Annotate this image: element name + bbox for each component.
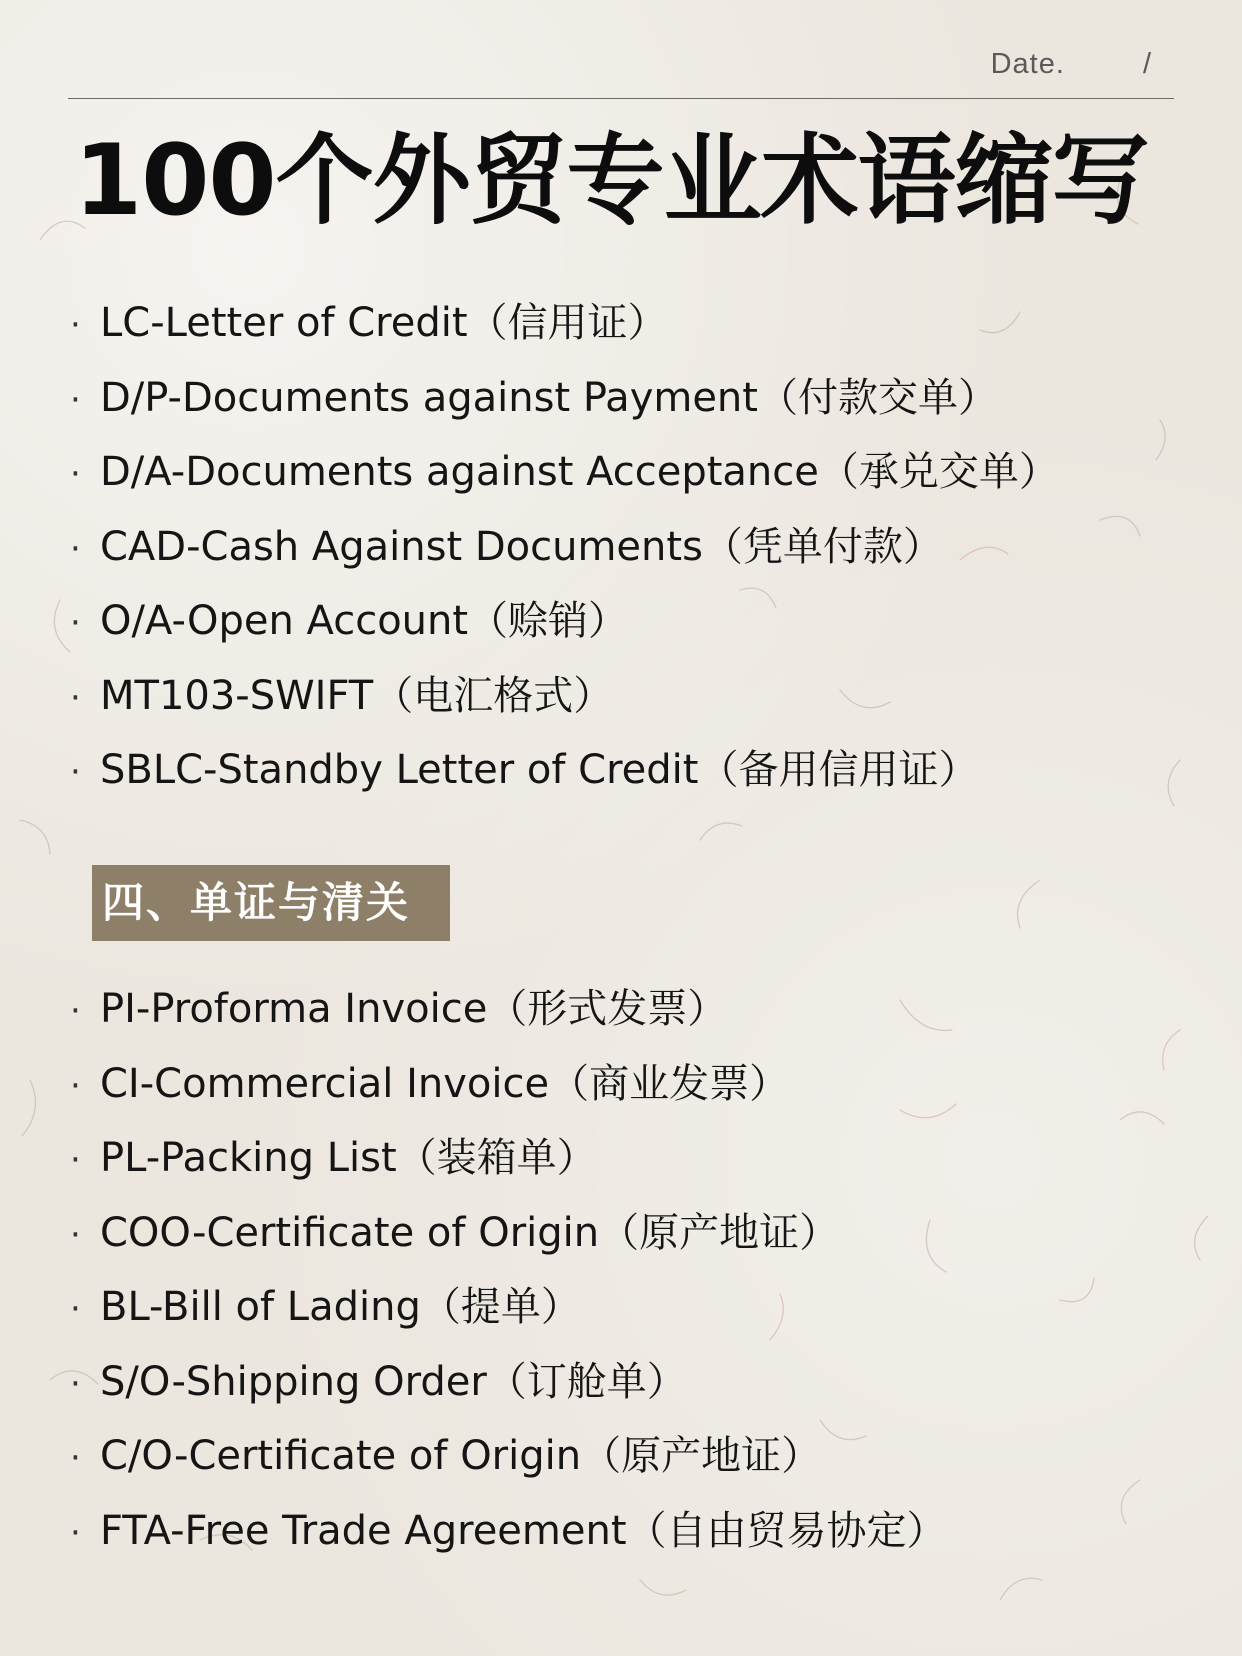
page-title: 100个外贸专业术语缩写: [74, 124, 1149, 238]
list-item: [70, 972, 947, 1047]
list-item: [70, 659, 1059, 734]
list-item: [70, 1494, 947, 1569]
bullet-icon: ·: [70, 1140, 81, 1180]
bullet-icon: ·: [70, 379, 81, 420]
term-text: PL-Packing List（装箱单）: [100, 1135, 597, 1181]
term-text: CAD-Cash Against Documents（凭单付款）: [100, 523, 943, 570]
payment-terms-list: [70, 286, 1059, 808]
term-text: PI-Proforma Invoice（形式发票）: [100, 986, 728, 1032]
bullet-icon: ·: [70, 603, 81, 643]
bullet-icon: ·: [70, 1363, 81, 1404]
term-text: S/O-Shipping Order（订舱单）: [100, 1358, 687, 1405]
list-item: [70, 435, 1059, 510]
list-item: [70, 1121, 947, 1196]
bullet-icon: ·: [70, 528, 81, 569]
header-rule: [68, 98, 1174, 99]
list-item: [70, 1196, 947, 1271]
bullet-icon: ·: [70, 752, 81, 792]
term-text: O/A-Open Account（赊销）: [100, 598, 629, 644]
term-text: CI-Commercial Invoice（商业发票）: [100, 1060, 790, 1107]
list-item: [70, 1270, 947, 1345]
list-item: [70, 1419, 947, 1494]
term-text: C/O-Certificate of Origin（原产地证）: [100, 1433, 822, 1479]
documents-terms-list: [70, 972, 947, 1568]
bullet-icon: ·: [70, 677, 81, 718]
list-item: [70, 584, 1059, 659]
list-item: [70, 1345, 947, 1420]
date-label: Date.: [990, 48, 1065, 80]
term-text: FTA-Free Trade Agreement（自由贸易协定）: [100, 1507, 947, 1554]
term-text: SBLC-Standby Letter of Credit（备用信用证）: [100, 747, 979, 793]
bullet-icon: ·: [70, 1512, 81, 1553]
bullet-icon: ·: [70, 1289, 81, 1329]
date-field: [991, 48, 1152, 81]
bullet-icon: ·: [70, 1438, 81, 1478]
bullet-icon: ·: [70, 1214, 81, 1255]
list-item: [70, 286, 1059, 361]
term-text: BL-Bill of Lading（提单）: [100, 1284, 581, 1330]
list-item: [70, 1047, 947, 1122]
list-item: [70, 733, 1059, 808]
term-text: D/P-Documents against Payment（付款交单）: [100, 374, 998, 421]
list-item: [70, 510, 1059, 585]
bullet-icon: ·: [70, 1065, 81, 1106]
bullet-icon: ·: [70, 454, 81, 494]
term-text: MT103-SWIFT（电汇格式）: [100, 672, 614, 719]
term-text: D/A-Documents against Acceptance（承兑交单）: [100, 449, 1059, 495]
term-text: LC-Letter of Credit（信用证）: [100, 300, 668, 346]
bullet-icon: ·: [70, 991, 81, 1031]
bullet-icon: ·: [70, 305, 81, 345]
term-text: COO-Certificate of Origin（原产地证）: [100, 1209, 840, 1256]
section-heading-documents: 四、单证与清关: [92, 865, 450, 941]
date-separator: /: [1142, 48, 1152, 80]
list-item: [70, 361, 1059, 436]
